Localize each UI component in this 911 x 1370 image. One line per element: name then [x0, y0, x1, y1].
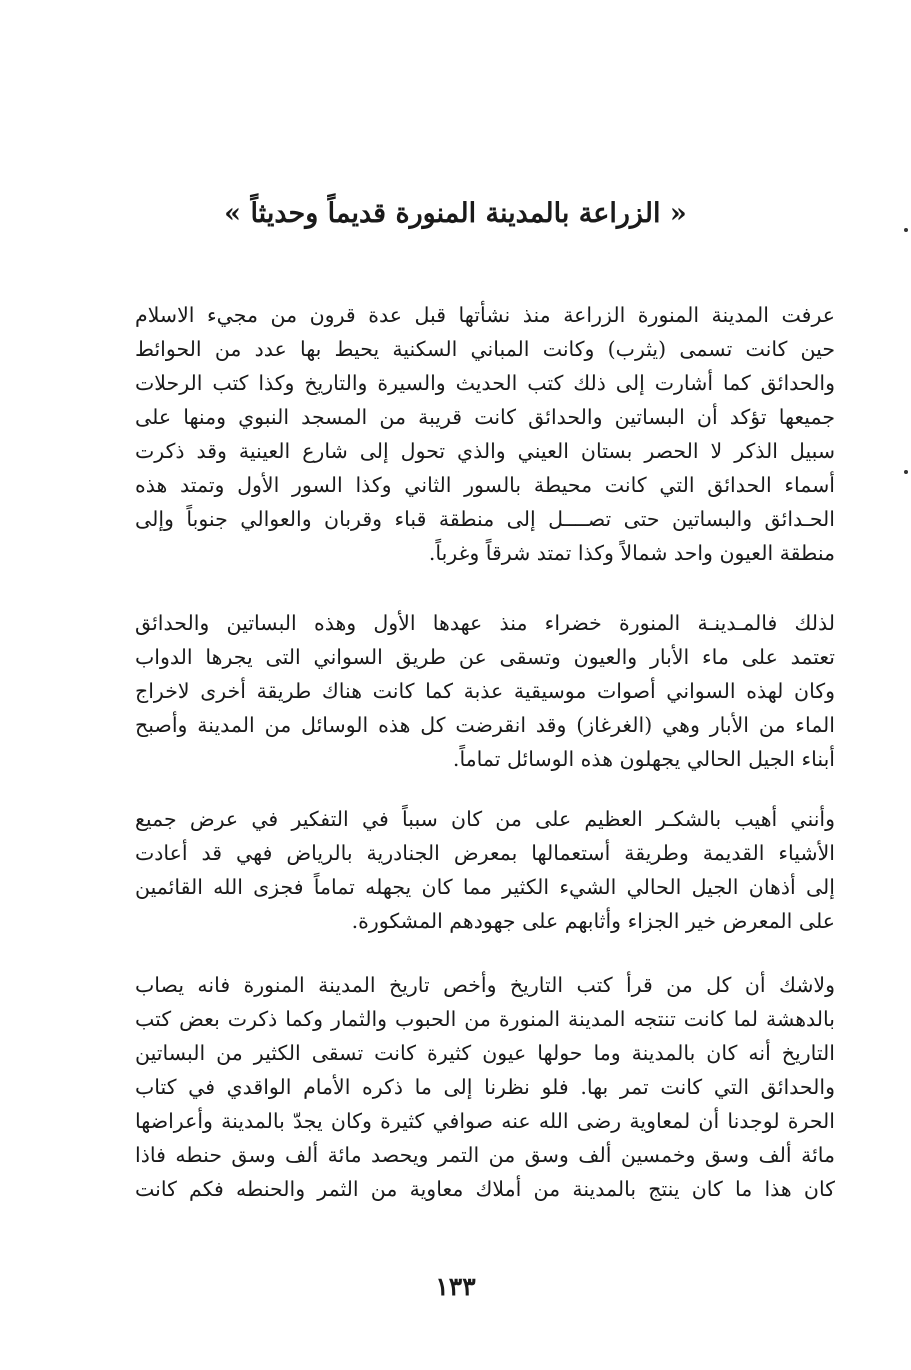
- paragraph-1: [135, 298, 835, 570]
- text-line: عرفت المدينة المنورة الزراعة منذ نشأتها قبل عدة قرون من مجيء الاسلام: [135, 303, 835, 327]
- text-line: منطقة العيون واحد شمالاً وكذا تمتد شرقاً وغرباً.: [428, 541, 835, 565]
- text-line: بالدهشة لما كانت تنتجه المدينة المنورة من الحبوب والثمار وكما ذكرت بعض كتب: [135, 1007, 835, 1031]
- text-line: جميعها تؤكد أن البساتين والحدائق كانت قريبة من المسجد النبوي ومنها على: [135, 405, 835, 429]
- text-line: أبناء الجيل الحالي يجهلون هذه الوسائل تماماً.: [452, 747, 835, 771]
- text-line: الأشياء القديمة وطريقة أستعمالها بمعرض الجنادرية بالرياض فهي قد أعادت: [135, 841, 835, 865]
- text-line: والحدائق التي كانت تمر بها. فلو نظرنا إلى ما ذكره الأمام الواقدي في كتاب: [135, 1075, 835, 1099]
- text-line: والحدائق كما أشارت إلى ذلك كتب الحديث والسيرة والتاريخ وكذا كتب الرحلات: [135, 371, 835, 395]
- text-line: سبيل الذكر لا الحصر بستان العيني والذي تحول إلى شارع العينية وقد ذكرت: [135, 439, 835, 463]
- paragraph-2: [135, 606, 835, 776]
- text-line: الماء من الأبار وهي (الغرغاز) وقد انقرضت كل هذه الوسائل من المدينة وأصبح: [135, 713, 835, 737]
- text-line: تعتمد على ماء الأبار والعيون وتسقى عن طريق السواني التى يجرها الدواب: [135, 645, 835, 669]
- text-line: لذلك فالمـدينـة المنورة خضراء منذ عهدها الأول وهذه البساتين والحدائق: [135, 611, 835, 635]
- text-line: إلى أذهان الجيل الحالي الشيء الكثير مما كان يجهله تماماً فجزى الله القائمين: [135, 875, 835, 899]
- text-line: أسماء الحدائق التي كانت محيطة بالسور الثاني وكذا السور الأول وتمتد هذه: [135, 473, 835, 497]
- text-line: الحرة لوجدنا أن لمعاوية رضى الله عنه صوافي كثيرة وكان يجدّ بالمدينة وأعراضها: [135, 1109, 835, 1133]
- margin-dot: [904, 470, 908, 474]
- margin-dot: [904, 228, 908, 232]
- paragraph-4: [135, 968, 835, 1206]
- text-line: مائة ألف وسق وخمسين ألف وسق من التمر ويحصد مائة ألف وسق حنطه فاذا: [135, 1143, 835, 1167]
- text-line: حين كانت تسمى (يثرب) وكانت المباني السكنية يحيط بها عدد من الحوائط: [135, 337, 835, 361]
- text-line: التاريخ أنه كان بالمدينة وما حولها عيون كثيرة كانت تسقى الكثير من البساتين: [135, 1041, 835, 1065]
- text-line: ولاشك أن كل من قرأ كتب التاريخ وأخص تاريخ المدينة المنورة فانه يصاب: [135, 973, 835, 997]
- text-line: كان هذا ما كان ينتج بالمدينة من أملاك معاوية من الثمر والحنطه فكم كانت: [135, 1177, 835, 1201]
- text-line: الحـدائق والبساتين حتى تصــــل إلى منطقة قباء وقربان والعوالي جنوباً وإلى: [135, 507, 835, 531]
- paragraph-3: [135, 802, 835, 938]
- text-line: وأنني أهيب بالشكـر العظيم على من كان سبباً في التفكير في عرض جميع: [135, 807, 835, 831]
- text-line: وكان لهذه السواني أصوات موسيقية عذبة كما كانت هناك طريقة أخرى لاخراج: [135, 679, 835, 703]
- page-title: « الزراعة بالمدينة المنورة قديماً وحديثاً »: [224, 198, 687, 229]
- page-number: ١٣٣: [435, 1272, 476, 1301]
- text-line: على المعرض خير الجزاء وأثابهم على جهودهم المشكورة.: [351, 909, 835, 933]
